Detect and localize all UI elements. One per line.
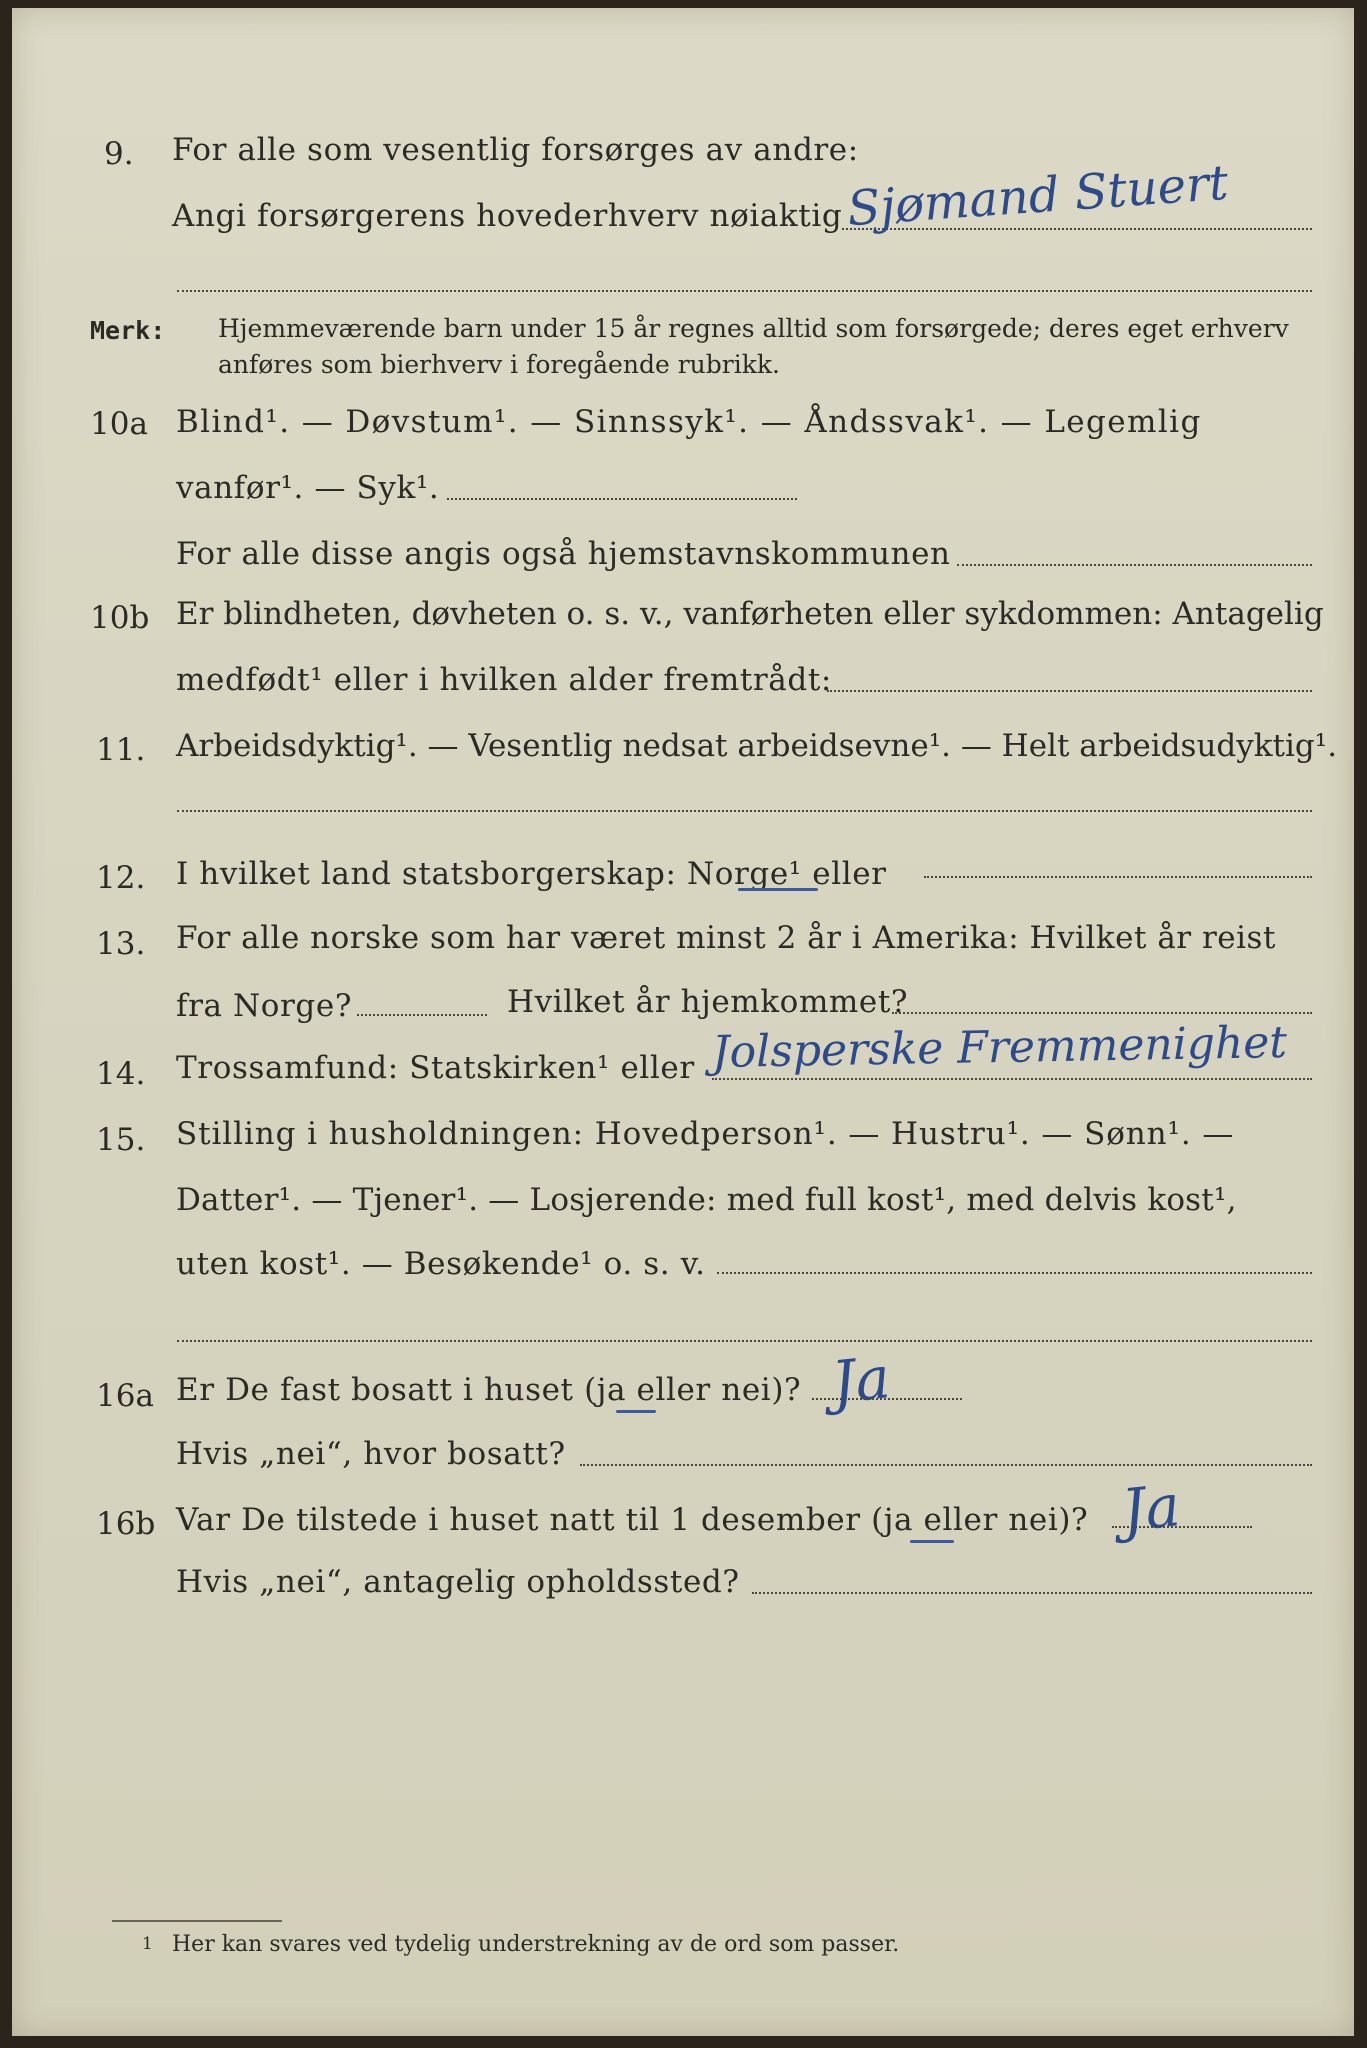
q13-number: 13. <box>96 926 146 962</box>
q9-number: 9. <box>104 136 134 172</box>
q9-extra-line <box>177 290 1312 292</box>
q12-number: 12. <box>96 860 146 896</box>
q16b-line2: Hvis „nei“, antagelig opholdssted? <box>176 1564 740 1600</box>
q10a-line3: For alle disse angis også hjemstavnskommunen <box>176 536 951 572</box>
q16a-line2: Hvis „nei“, hvor bosatt? <box>176 1436 566 1472</box>
q16b-line1: Var De tilstede i huset natt til 1 desember (ja eller nei)? <box>176 1502 1089 1538</box>
q13-line2a: fra Norge? <box>176 988 353 1024</box>
q10b-answer-line <box>827 690 1312 692</box>
q16a-answer-line <box>812 1398 962 1400</box>
footnote-text: Her kan svares ved tydelig understrekning av de ord som passer. <box>172 1932 900 1957</box>
q10a-number: 10a <box>90 406 148 442</box>
q15-line3: uten kost¹. — Besøkende¹ o. s. v. <box>176 1246 706 1282</box>
q13-line1: For alle norske som har været minst 2 år i Amerika: Hvilket år reist <box>176 920 1276 956</box>
q15-line1: Stilling i husholdningen: Hovedperson¹. — Hustru¹. — Sønn¹. — <box>176 1116 1235 1152</box>
q9-handwritten-answer: Sjømand Stuert <box>845 154 1230 238</box>
q10a-syk-line <box>447 498 797 500</box>
q11-line1: Arbeidsdyktig¹. — Vesentlig nedsat arbeidsevne¹. — Helt arbeidsudyktig¹. <box>176 728 1338 764</box>
q10a-hjemstavn-line <box>957 564 1312 566</box>
q16b-number: 16b <box>96 1506 156 1542</box>
census-form-page <box>12 8 1354 2036</box>
q16b-handwritten-answer: Ja <box>1118 1471 1184 1545</box>
q14-handwritten-answer: Jolsperske Fremmenighet <box>711 1016 1288 1079</box>
merk-label: Merk: <box>90 316 166 345</box>
q11-number: 11. <box>96 732 146 768</box>
footnote-rule <box>112 1920 282 1922</box>
q13-line2b: Hvilket år hjemkommet? <box>507 984 909 1020</box>
q16a-number: 16a <box>96 1378 154 1414</box>
q16b-ja-underline <box>910 1540 954 1543</box>
q10b-line2: medfødt¹ eller i hvilken alder fremtrådt: <box>176 662 832 698</box>
q16a-ja-underline <box>616 1410 656 1413</box>
q9-line2: Angi forsørgerens hovederhverv nøiaktig <box>172 198 843 234</box>
q15-answer-line <box>717 1272 1312 1274</box>
q14-answer-line <box>712 1078 1312 1080</box>
merk-line1: Hjemmeværende barn under 15 år regnes alltid som forsørgede; deres eget erhverv <box>218 314 1289 343</box>
q15-line2: Datter¹. — Tjener¹. — Losjerende: med full kost¹, med delvis kost¹, <box>176 1182 1237 1218</box>
q16a-bosatt-line <box>580 1464 1312 1466</box>
q15-number: 15. <box>96 1122 146 1158</box>
q14-number: 14. <box>96 1056 146 1092</box>
q16a-line1: Er De fast bosatt i huset (ja eller nei)? <box>176 1372 802 1408</box>
q10a-line1: Blind¹. — Døvstum¹. — Sinnssyk¹. — Åndssvak¹. — Legemlig <box>176 404 1202 440</box>
q11-answer-line <box>177 810 1312 812</box>
q12-line1: I hvilket land statsborgerskap: Norge¹ eller <box>176 856 887 892</box>
q16b-answer-line <box>1112 1526 1252 1528</box>
footnote-mark: 1 <box>142 1934 153 1954</box>
q13-reist-line <box>357 1014 487 1016</box>
q9-line1: For alle som vesentlig forsørges av andre: <box>172 132 859 168</box>
q15-extra-line <box>177 1340 1312 1342</box>
norge-underline <box>738 888 818 891</box>
q16a-handwritten-answer: Ja <box>828 1343 894 1417</box>
q10b-number: 10b <box>90 600 150 636</box>
q10b-line1: Er blindheten, døvheten o. s. v., vanførheten eller sykdommen: Antagelig <box>176 596 1324 632</box>
q13-hjemkommet-line <box>892 1012 1312 1014</box>
q12-answer-line <box>924 876 1312 878</box>
q16b-opholdssted-line <box>752 1592 1312 1594</box>
q10a-line2: vanfør¹. — Syk¹. <box>176 470 440 506</box>
q14-line1: Trossamfund: Statskirken¹ eller <box>176 1050 695 1086</box>
merk-line2: anføres som bierhverv i foregående rubrikk. <box>218 350 780 379</box>
